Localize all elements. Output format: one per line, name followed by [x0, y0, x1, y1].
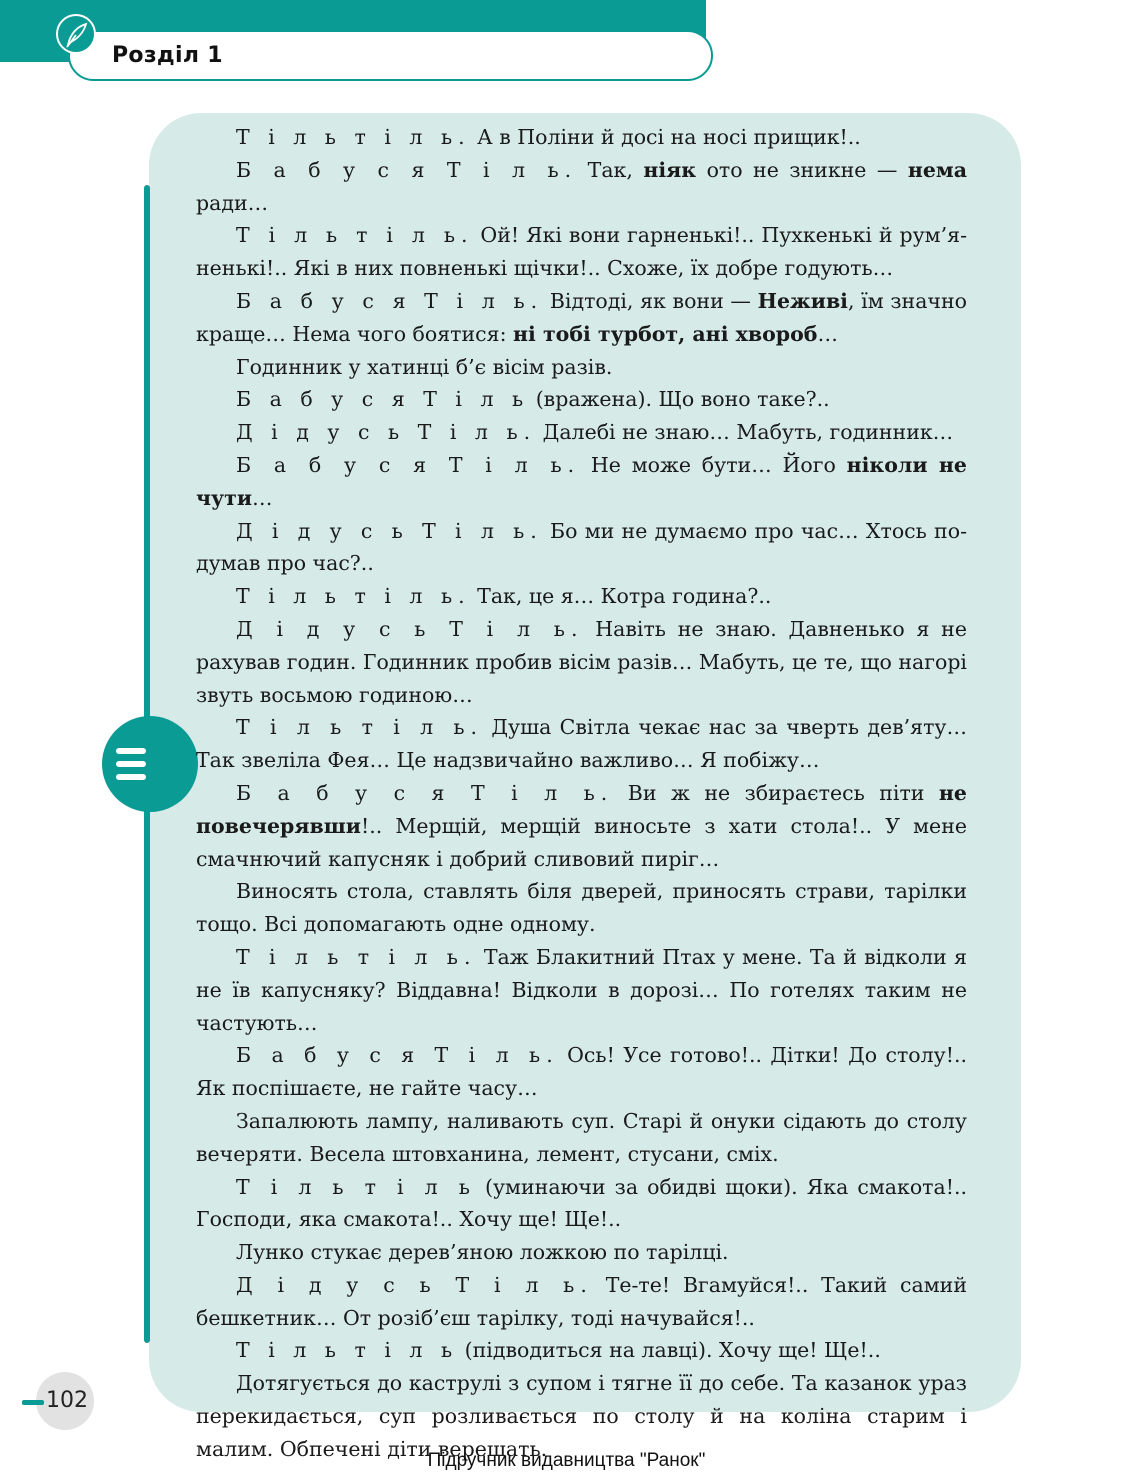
text-run: , їм значно краще… Нема чого боятися: [196, 288, 967, 346]
speaker-name: Д і д у с ь Т і л ь. [236, 616, 584, 641]
text-run: ото не зникне — [696, 157, 908, 182]
text-run: Дотягується до каструлі з супом і тягне її до себе. Та казанок ураз перекидається, суп розливається по столу й на коліна старим і малим. Обпечені діти верещать. [196, 1371, 967, 1461]
paragraph [196, 711, 967, 777]
bold-text: ніяк [643, 157, 697, 182]
speaker-name: Т і л ь т і л ь. [236, 944, 477, 969]
publisher-footer: Підручник видавництва "Ранок" [427, 1450, 706, 1471]
paragraph [196, 449, 967, 515]
text-run: А в Поліни й досі на носі прищик!.. [470, 125, 861, 149]
text-run: Те-те! Вгамуйся!.. Такий самий бешкетник… От розіб’єш тарілку, тоді начувайся!.. [196, 1272, 967, 1330]
paragraph [196, 1334, 967, 1367]
text-run: Ой! Які вони гарненькі!.. Пухкенькі й рум’яненькі!.. Які в них повненькі щічки!.. Схоже, їх добре годують… [196, 223, 967, 281]
paragraph [196, 1039, 967, 1105]
text-run: Навіть не знаю. Давненько я не рахував годин. Годинник пробив вісім разів… Мабуть, це те, що нагорі звуть восьмою годиною… [196, 616, 967, 707]
text-run: Ось! Усе готово!.. Дітки! До столу!.. Як поспішаєте, не гайте часу… [196, 1043, 968, 1101]
text-run: Бо ми не думаємо про час… Хтось подумав про час?.. [196, 518, 967, 576]
menu-icon-bar [116, 761, 146, 767]
paragraph [196, 383, 967, 416]
paragraph [196, 154, 967, 220]
page-number-dash [22, 1400, 44, 1405]
paragraph [196, 1171, 967, 1237]
text-run: !.. Мерщій, мерщій виносьте з хати стола!.. У мене смачнючий капусняк і добрий сливовий пиріг… [196, 813, 967, 871]
text-run: (підводиться на лавці). Хочу ще! Ще!.. [458, 1338, 881, 1363]
speaker-name: Т і л ь т і л ь. [236, 715, 484, 740]
text-run: Ви ж не збираєтесь піти [613, 780, 939, 805]
text-run: (уминаючи за обидві щоки). Яка смакота!.. Господи, яка смакота!.. Хочу ще! Ще!.. [196, 1174, 967, 1232]
bold-text: ні тобі турбот, ані хвороб [513, 321, 818, 346]
speaker-name: Д і д у с ь Т і л ь. [236, 1272, 593, 1297]
chapter-title: Розділ 1 [112, 43, 223, 68]
paragraph [196, 219, 967, 285]
paragraph [196, 875, 967, 941]
paragraph [196, 351, 967, 384]
speaker-name: Д і д у с ь Т і л ь. [236, 420, 537, 445]
bold-text: нема [907, 157, 967, 182]
text-run: … [252, 485, 273, 510]
paragraph [196, 121, 967, 154]
speaker-name: Т і л ь т і л ь. [236, 584, 471, 609]
paragraph [196, 515, 967, 581]
paragraph [196, 1269, 967, 1335]
text-run: Так, [577, 157, 644, 182]
speaker-name: Б а б у с я Т і л ь. [236, 157, 578, 182]
speaker-name: Т і л ь т і л ь. [236, 223, 474, 248]
speaker-name: Б а б у с я Т і л ь. [236, 452, 581, 477]
paragraph [196, 613, 967, 711]
paragraph [196, 777, 967, 875]
speaker-name: Т і л ь т і л ь [236, 1338, 459, 1363]
bold-text: ніколи не чути [196, 452, 967, 510]
paragraph [196, 1236, 967, 1269]
speaker-name: Б а б у с я Т і л ь [236, 387, 530, 412]
speaker-name: Т і л ь т і л ь. [236, 125, 471, 149]
text-run: Запалюють лампу, наливають суп. Старі й онуки сідають до столу вечеряти. Весела штовханина, лемент, стусани, сміх. [196, 1108, 967, 1166]
text-run: Душа Світла чекає нас за чверть дев’яту… Так звеліла Фея… Це надзвичайно важливо… Я побіжу… [196, 715, 967, 773]
paragraph [196, 416, 967, 449]
bold-text: Неживі [757, 288, 848, 313]
text-run: … [817, 321, 838, 346]
text-run: Не може бути… Його [580, 452, 847, 477]
menu-icon[interactable] [102, 716, 198, 812]
feather-icon [56, 14, 96, 54]
text-run: Відтоді, як вони — [543, 288, 758, 313]
text-run: Так, це я… Котра година?.. [470, 584, 772, 609]
text-run: Далебі не знаю… Мабуть, годинник… [536, 420, 954, 445]
text-run: ради… [196, 190, 269, 215]
speaker-name: Б а б у с я Т і л ь. [236, 1043, 559, 1068]
menu-icon-bar [116, 774, 146, 780]
play-text [196, 121, 967, 1466]
speaker-name: Т і л ь т і л ь [236, 1174, 476, 1199]
paragraph [196, 580, 967, 613]
speaker-name: Д і д у с ь Т і л ь. [236, 518, 543, 543]
speaker-name: Б а б у с я Т і л ь. [236, 288, 544, 313]
text-run: Таж Блакитний Птах у мене. Та й відколи я не їв капусняку? Віддавна! Відколи в дорозі… По готелях таким не частують… [196, 944, 967, 1035]
text-run: (вражена). Що воно таке?.. [529, 387, 830, 412]
menu-icon-bar [116, 748, 146, 754]
paragraph [196, 1105, 967, 1171]
text-run: Годинник у хатинці б’є вісім разів. [236, 354, 613, 379]
speaker-name: Б а б у с я Т і л ь. [236, 780, 614, 805]
text-run: Виносять стола, ставлять біля дверей, приносять страви, тарілки тощо. Всі допомагають одне одному. [196, 879, 967, 937]
paragraph [196, 285, 967, 351]
page-number: 102 [46, 1388, 88, 1413]
bold-text: не повечерявши [196, 780, 967, 838]
paragraph [196, 941, 967, 1039]
text-run: Лунко стукає дерев’яною ложкою по тарілці. [236, 1240, 729, 1265]
